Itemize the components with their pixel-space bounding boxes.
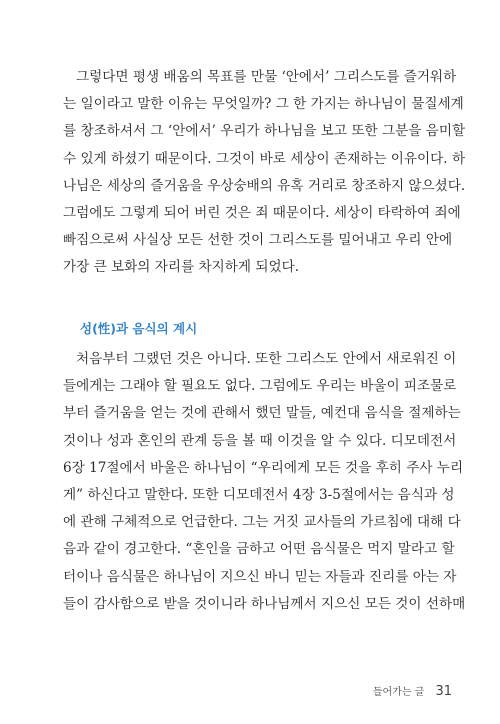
text-line: 빠짐으로써 사실상 모든 선한 것이 그리스도를 밀어내고 우리 안에: [63, 232, 453, 249]
paragraph-intro: [63, 64, 466, 282]
running-footer-title: 들어가는 글: [372, 687, 425, 698]
section-heading: 성(性)과 음식의 계시: [80, 321, 198, 336]
text-line: 터이나 음식물은 하나님이 지으신 바니 믿는 자들과 진리를 아는 자: [63, 568, 457, 585]
text-line: 를 창조하셔서 그 ‘안에서’ 우리가 하나님을 보고 또한 그분을 음미할: [63, 123, 466, 140]
text-line: 그럼에도 그렇게 되어 버린 것은 죄 때문이다. 세상이 타락하여 죄에: [63, 204, 461, 221]
paragraph-revelation: [63, 346, 466, 618]
text-line: 나님은 세상의 즐거움을 우상숭배의 유혹 거리로 창조하지 않으셨다.: [63, 177, 466, 194]
text-line: 음과 같이 경고한다. “혼인을 금하고 어떤 음식물은 먹지 말라고 할: [63, 541, 455, 558]
text-line: 들에게는 그래야 할 필요도 없다. 그럼에도 우리는 바울이 피조물로: [63, 378, 457, 395]
text-line: 는 일이라고 말한 이유는 무엇일까? 그 한 가지는 하나님이 물질세계: [63, 96, 464, 113]
text-line: 6장 17절에서 바울은 하나님이 “우리에게 모든 것을 후히 주사 누리: [63, 459, 464, 476]
text-line: 게” 하신다고 말한다. 또한 디모데전서 4장 3-5절에서는 음식과 성: [63, 486, 455, 503]
text-line: 처음부터 그랬던 것은 아니다. 또한 그리스도 안에서 새로워진 이: [76, 351, 457, 367]
text-line: 그렇다면 평생 배움의 목표를 만물 ‘안에서’ 그리스도를 즐거워하: [76, 69, 457, 85]
text-line: 것이나 성과 혼인의 관계 등을 볼 때 이것을 알 수 있다. 디모데전서: [63, 432, 457, 449]
page-footer: [373, 680, 452, 699]
text-line: 가장 큰 보화의 자리를 차지하게 되었다.: [63, 259, 300, 276]
text-line: 부터 즐거움을 얻는 것에 관해서 했던 말들, 예컨대 음식을 절제하는: [63, 405, 461, 422]
page-number: 31: [435, 684, 452, 699]
text-line: 에 관해 구체적으로 언급한다. 그는 거짓 교사들의 가르침에 대해 다: [63, 514, 461, 531]
text-line: 수 있게 하셨기 때문이다. 그것이 바로 세상이 존재하는 이유이다. 하: [63, 150, 466, 167]
text-line: 들이 감사함으로 받을 것이니라 하나님께서 지으신 모든 것이 선하매: [63, 595, 466, 612]
